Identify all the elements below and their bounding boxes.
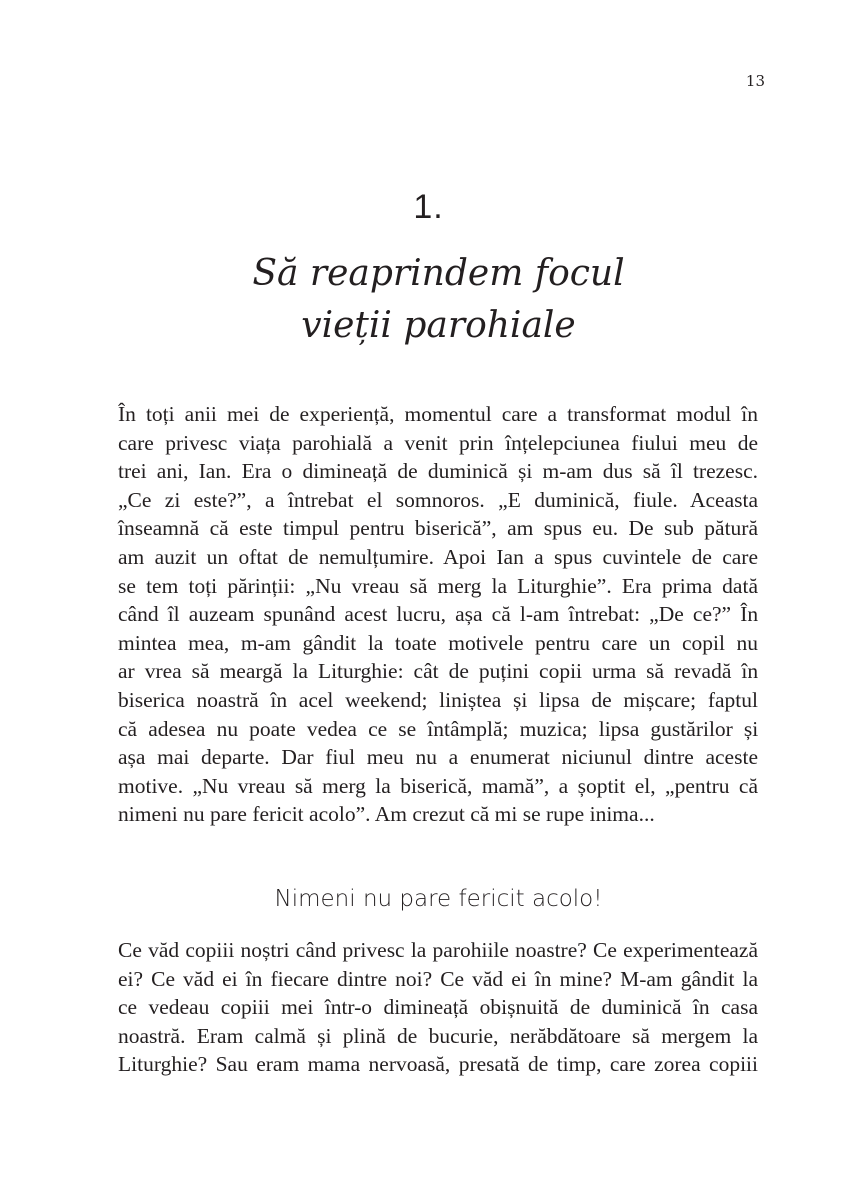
paragraph-section bbox=[118, 936, 758, 1079]
chapter-title bbox=[0, 248, 857, 352]
text-line: biserica noastră în acel weekend; liniștea și lipsa de mișcare; faptul bbox=[118, 687, 758, 712]
text-line: noastră. Eram calmă și plină de bucurie, nerăbdătoare să mergem la bbox=[118, 1023, 759, 1048]
section-heading: Nimeni nu pare fericit acolo! bbox=[274, 886, 603, 912]
text-line: ar vrea să meargă la Liturghie: cât de puțini copii urma să revadă în bbox=[118, 659, 759, 684]
page-number: 13 bbox=[745, 72, 765, 90]
text-line: ce vedeau copiii mei într-o dimineață obișnuită de duminică în casa bbox=[118, 995, 758, 1020]
text-line: „Ce zi este?”, a întrebat el somnoros. „E duminică, fiule. Aceasta bbox=[118, 487, 758, 512]
chapter-title-line: vieții parohiale bbox=[301, 305, 576, 346]
paragraph-intro bbox=[118, 400, 758, 829]
text-line: care privesc viața parohială a venit prin înțelepciunea fiului meu de bbox=[118, 430, 759, 455]
chapter-title-line: Să reaprindem focul bbox=[252, 253, 625, 294]
text-line: mintea mea, m-am gândit la toate motivele pentru care un copil nu bbox=[118, 630, 758, 655]
text-line: am auzit un oftat de nemulțumire. Apoi Ian a spus cuvintele de care bbox=[118, 544, 758, 569]
text-line: motive. „Nu vreau să merg la biserică, mamă”, a șoptit el, „pentru că bbox=[118, 773, 758, 798]
text-line: În toți anii mei de experiență, momentul care a transformat modul în bbox=[118, 402, 758, 426]
text-line: când îl auzeam spunând acest lucru, așa că l-am întrebat: „De ce?” În bbox=[118, 602, 759, 627]
text-line: ei? Ce văd ei în fiecare dintre noi? Ce văd ei în mine? M-am gândit la bbox=[118, 966, 758, 991]
text-line: Liturghie? Sau eram mama nervoasă, presată de timp, care zorea copiii bbox=[118, 1052, 758, 1077]
text-line: Ce văd copiii noștri când privesc la parohiile noastre? Ce experimentează bbox=[118, 938, 758, 962]
text-line: înseamnă că este timpul pentru biserică”, am spus eu. De sub pătură bbox=[118, 516, 758, 541]
text-line: trei ani, Ian. Era o dimineață de duminică și m-am dus să îl trezesc. bbox=[118, 459, 758, 484]
text-line: că adesea nu poate vedea ce se întâmplă; muzica; lipsa gustărilor și bbox=[118, 716, 759, 741]
text-line: se tem toți părinții: „Nu vreau să merg la Liturghie”. Era prima dată bbox=[118, 573, 758, 598]
text-line: așa mai departe. Dar fiul meu nu a enumerat niciunul dintre aceste bbox=[118, 745, 758, 770]
chapter-number: 1. bbox=[413, 188, 444, 226]
text-line: nimeni nu pare fericit acolo”. Am crezut că mi se rupe inima... bbox=[118, 802, 655, 827]
